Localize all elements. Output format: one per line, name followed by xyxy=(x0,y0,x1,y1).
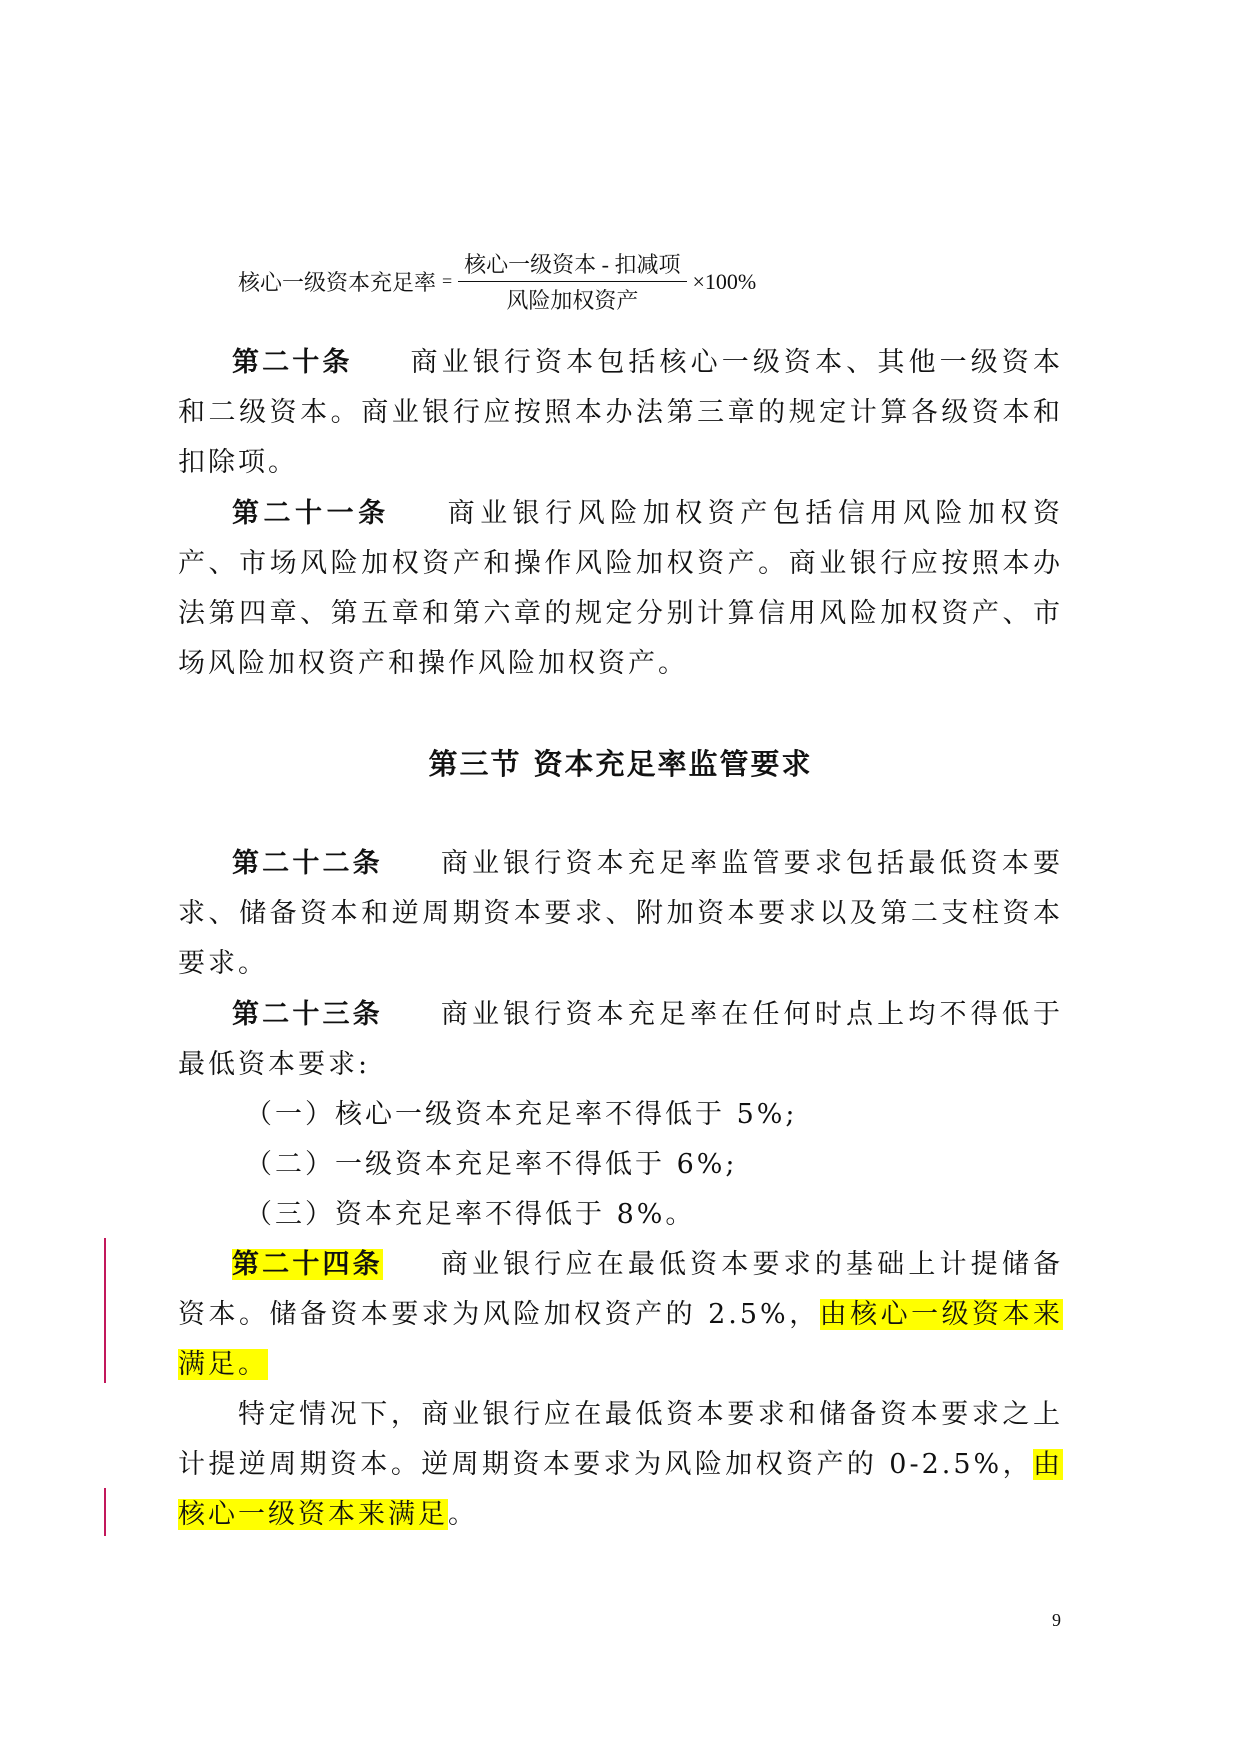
formula-suffix: ×100% xyxy=(692,268,757,294)
article-24-highlight: 由核心一级资本来满足。 xyxy=(178,1299,1063,1380)
article-23 xyxy=(178,990,1063,1090)
page-number: 9 xyxy=(1052,1610,1061,1630)
article-21-text: 商业银行风险加权资产包括信用风险加权资产、市场风险加权资产和操作风险加权资产。商业银行应按照本办法第四章、第五章和第六章的规定分别计算信用风险加权资产、市场风险加权资产和操作风险加权资产。 xyxy=(178,498,1063,679)
formula-denominator: 风险加权资产 xyxy=(506,288,639,313)
article-23-label: 第二十三条 xyxy=(232,999,383,1030)
paragraph-2-text: 特定情况下，商业银行应在最低资本要求和储备资本要求之上计提逆周期资本。逆周期资本要求为风险加权资产的 0-2.5%， xyxy=(178,1399,1063,1480)
article-23-text: 商业银行资本充足率在任何时点上均不得低于最低资本要求: xyxy=(178,999,1064,1080)
article-20 xyxy=(178,338,1063,488)
article-22 xyxy=(178,839,1063,989)
article-23-item-3: （三）资本充足率不得低于 8%。 xyxy=(245,1199,696,1230)
article-21 xyxy=(178,489,1063,689)
article-20-text: 商业银行资本包括核心一级资本、其他一级资本和二级资本。商业银行应按照本办法第三章的规定计算各级资本和扣除项。 xyxy=(178,347,1063,478)
paragraph-2-highlight: 由核心一级资本来满足 xyxy=(178,1449,1063,1530)
article-23-item-1: （一）核心一级资本充足率不得低于 5%; xyxy=(245,1099,798,1130)
article-20-label: 第二十条 xyxy=(232,347,353,378)
formula-lhs: 核心一级资本充足率 xyxy=(238,270,437,295)
article-22-label: 第二十二条 xyxy=(232,848,383,879)
article-24-label: 第二十四条 xyxy=(232,1249,383,1280)
formula xyxy=(238,248,756,315)
article-21-label: 第二十一条 xyxy=(232,498,390,529)
article-24-text: 商业银行应在最低资本要求的基础上计提储备资本。储备资本要求为风险加权资产的 2.5%， xyxy=(178,1249,1064,1330)
article-22-text: 商业银行资本充足率监管要求包括最低资本要求、储备资本和逆周期资本要求、附加资本要求以及第二支柱资本要求。 xyxy=(178,848,1064,979)
section-title: 第三节 资本充足率监管要求 xyxy=(428,747,813,781)
article-23-item-2: （二）一级资本充足率不得低于 6%; xyxy=(245,1149,738,1180)
formula-fraction xyxy=(458,248,686,315)
paragraph-2-end: 。 xyxy=(448,1499,478,1530)
formula-numerator: 核心一级资本 - 扣减项 xyxy=(458,248,686,282)
revision-margin-bar xyxy=(104,1488,106,1536)
revision-margin-bar xyxy=(104,1238,106,1383)
article-24-paragraph-2 xyxy=(178,1390,1063,1540)
article-24 xyxy=(178,1240,1063,1390)
formula-equals: = xyxy=(442,271,453,291)
